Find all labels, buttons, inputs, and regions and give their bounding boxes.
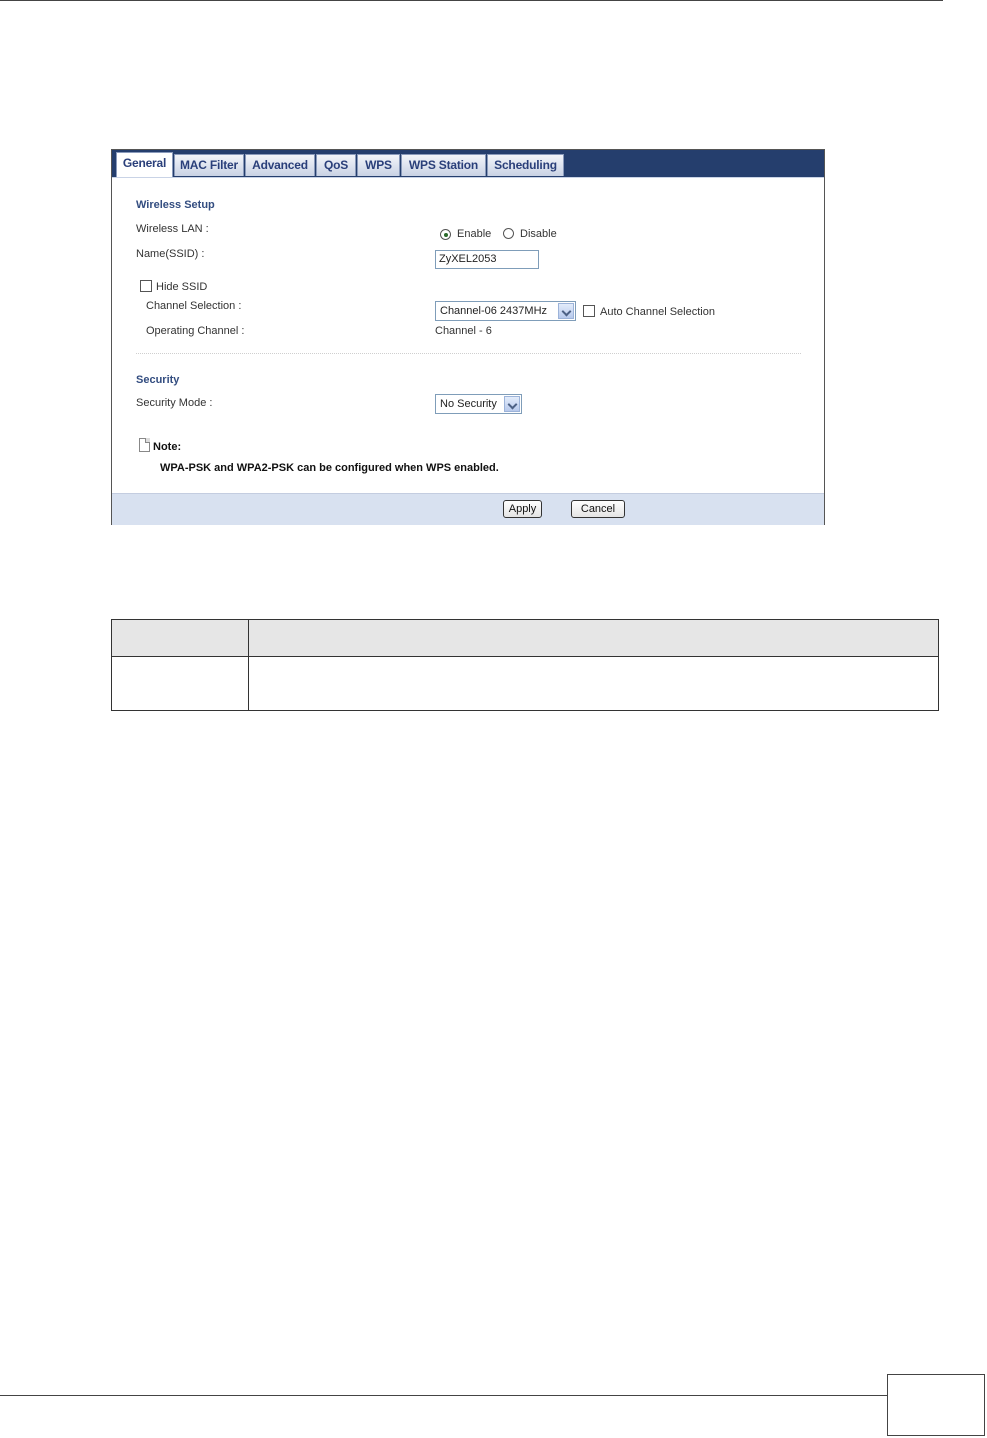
note-text: WPA-PSK and WPA2-PSK can be configured when WPS enabled. <box>160 462 499 474</box>
tab-advanced[interactable]: Advanced <box>245 154 315 176</box>
tab-scheduling[interactable]: Scheduling <box>487 154 564 176</box>
section-divider <box>136 353 801 354</box>
channel-select[interactable] <box>435 301 576 321</box>
page-number-box <box>887 1374 985 1436</box>
tab-wps-station[interactable]: WPS Station <box>401 154 486 176</box>
operating-channel-value: Channel - 6 <box>435 325 492 337</box>
tab-content <box>112 177 824 494</box>
table-header-row <box>111 619 939 657</box>
button-bar <box>112 493 824 525</box>
disable-radio-label[interactable]: Disable <box>520 228 557 240</box>
disable-radio[interactable] <box>503 228 514 239</box>
operating-channel-label: Operating Channel : <box>146 325 245 337</box>
security-mode-label: Security Mode : <box>136 397 213 409</box>
wireless-setup-title: Wireless Setup <box>136 199 215 211</box>
tab-bar <box>112 150 824 177</box>
reference-table <box>111 619 939 711</box>
page-bottom-rule <box>0 1395 888 1396</box>
ssid-input[interactable]: ZyXEL2053 <box>435 250 539 269</box>
ssid-label: Name(SSID) : <box>136 248 205 260</box>
note-title: Note: <box>153 441 182 453</box>
chevron-down-icon[interactable] <box>558 303 574 319</box>
chevron-down-icon[interactable] <box>504 396 520 412</box>
auto-channel-checkbox[interactable] <box>583 305 595 317</box>
enable-radio[interactable] <box>440 229 451 240</box>
wireless-settings-panel <box>111 149 825 525</box>
channel-select-value: Channel-06 2437MHz <box>440 305 548 317</box>
tab-mac-filter[interactable]: MAC Filter <box>174 154 244 176</box>
table-row <box>111 656 939 711</box>
apply-button[interactable]: Apply <box>503 500 542 518</box>
note-icon <box>139 438 150 452</box>
hide-ssid-label[interactable]: Hide SSID <box>156 281 208 293</box>
table-column-divider <box>248 619 249 711</box>
wireless-lan-label: Wireless LAN : <box>136 223 209 235</box>
cancel-button[interactable]: Cancel <box>571 500 625 518</box>
security-title: Security <box>136 374 180 386</box>
enable-radio-label[interactable]: Enable <box>457 228 492 240</box>
page-top-rule <box>0 0 943 1</box>
hide-ssid-checkbox[interactable] <box>140 280 152 292</box>
channel-selection-label: Channel Selection : <box>146 300 242 312</box>
auto-channel-label[interactable]: Auto Channel Selection <box>600 306 715 318</box>
security-mode-value: No Security <box>440 398 497 410</box>
tab-qos[interactable]: QoS <box>316 154 356 176</box>
tab-wps[interactable]: WPS <box>357 154 400 176</box>
tab-general[interactable]: General <box>116 152 173 177</box>
security-mode-select[interactable] <box>435 394 522 414</box>
